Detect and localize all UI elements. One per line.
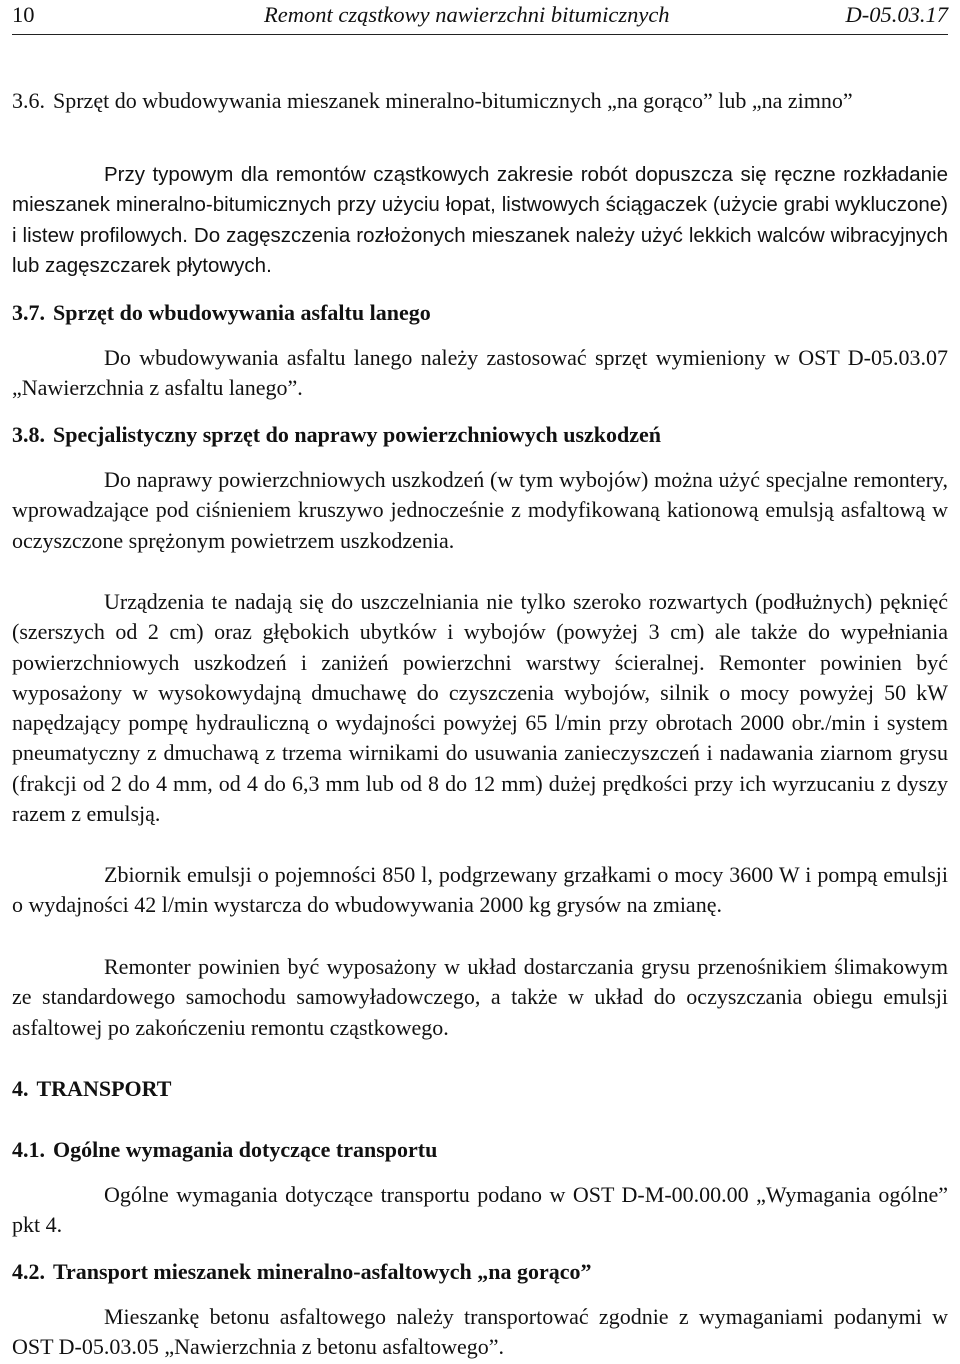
- section-heading-3-8: [12, 420, 948, 450]
- section-title: Sprzęt do wbudowywania asfaltu lanego: [53, 300, 431, 325]
- paragraph-text: Przy typowym dla remontów cząstkowych zakresie robót dopuszcza się ręczne rozkładanie mieszanek mineralno-bitumicznych przy użyciu łopat, listwowych ściągaczek (użycie grabi wykluczone) i listew profilowych. Do zagęszczenia rozłożonych mieszanek należy użyć lekkich walców wibracyjnych lub zagęszczarek płytowych.: [12, 163, 948, 277]
- paragraph: [12, 160, 948, 281]
- paragraph-text: Mieszankę betonu asfaltowego należy transportować zgodnie z wymaganiami podanymi w OST D-05.03.05 „Nawierzchnia z betonu asfaltowego”.: [12, 1304, 948, 1360]
- section-heading-3-6: [12, 86, 948, 116]
- paragraph: [12, 952, 948, 1043]
- document-code: D-05.03.17: [845, 2, 948, 27]
- paragraph: [12, 1180, 948, 1241]
- paragraph-text: Do naprawy powierzchniowych uszkodzeń (w tym wybojów) można użyć specjalne remontery, wprowadzające pod ciśnieniem kruszywo jednocześnie z modyfikowaną kationową emulsją asfaltową w oczyszczone sprężonym powietrzem uszkodzenia.: [12, 467, 948, 553]
- section-heading-4-1: [12, 1135, 948, 1165]
- paragraph: [12, 343, 948, 404]
- section-title: Transport mieszanek mineralno-asfaltowych „na gorąco”: [53, 1259, 592, 1284]
- section-title: Ogólne wymagania dotyczące transportu: [53, 1137, 438, 1162]
- paragraph-text: Remonter powinien być wyposażony w układ dostarczania grysu przenośnikiem ślimakowym ze standardowego samochodu samowyładowczego, a także w układ do oczyszczania obiegu emulsji asfaltowej po zakończeniu remontu cząstkowego.: [12, 954, 948, 1040]
- paragraph-text: Urządzenia te nadają się do uszczelniania nie tylko szeroko rozwartych (podłużnych) pęknięć (szerszych od 2 cm) oraz głębokich ubytków i wybojów (powyżej 3 cm) ale także do wypełniania powierzchniowych uszkodzeń i zaniżeń powierzchni warstwy ścieralnej. Remonter powinien być wyposażony w wysokowydajną dmuchawę do czyszczenia wybojów, silnik o mocy powyżej 50 kW napędzający pompę hydrauliczną o wydajności powyżej 65 l/min przy obrotach 2000 obr./min i system pneumatyczny z dmuchawą z trzema wirnikami do usuwania zanieczyszczeń i nadawania ziarnom grysu (frakcji od 2 do 4 mm, od 4 do 6,3 mm lub od 8 do 12 mm) dużej prędkości przy ich wyrzucaniu z dyszy razem z emulsją.: [12, 589, 948, 827]
- section-heading-3-7: [12, 298, 948, 328]
- section-number: 4.: [12, 1076, 29, 1101]
- paragraph: [12, 1302, 948, 1363]
- paragraph: [12, 860, 948, 921]
- section-title: Sprzęt do wbudowywania mieszanek mineralno-bitumicznych „na gorąco” lub „na zimno”: [53, 88, 853, 113]
- chapter-heading-4: [12, 1074, 948, 1104]
- paragraph-text: Ogólne wymagania dotyczące transportu podano w OST D-M-00.00.00 „Wymagania ogólne” pkt 4.: [12, 1182, 948, 1238]
- section-number: 3.8.: [12, 422, 45, 447]
- paragraph: [12, 465, 948, 556]
- paragraph-text: Do wbudowywania asfaltu lanego należy zastosować sprzęt wymieniony w OST D-05.03.07 „Nawierzchnia z asfaltu lanego”.: [12, 345, 948, 401]
- paragraph-text: Zbiornik emulsji o pojemności 850 l, podgrzewany grzałkami o mocy 3600 W i pompą emulsji o wydajności 42 l/min wystarcza do wbudowywania 2000 kg grysów na zmianę.: [12, 862, 948, 918]
- section-number: 4.1.: [12, 1137, 45, 1162]
- document-title: Remont cząstkowy nawierzchni bitumicznych: [264, 2, 670, 27]
- page-header: [12, 0, 948, 35]
- page-number: 10: [12, 2, 35, 27]
- section-title: Specjalistyczny sprzęt do naprawy powierzchniowych uszkodzeń: [53, 422, 662, 447]
- section-number: 3.7.: [12, 300, 45, 325]
- section-number: 4.2.: [12, 1259, 45, 1284]
- section-heading-4-2: [12, 1257, 948, 1287]
- section-title: TRANSPORT: [36, 1076, 172, 1101]
- paragraph: [12, 587, 948, 829]
- section-number: 3.6.: [12, 88, 45, 113]
